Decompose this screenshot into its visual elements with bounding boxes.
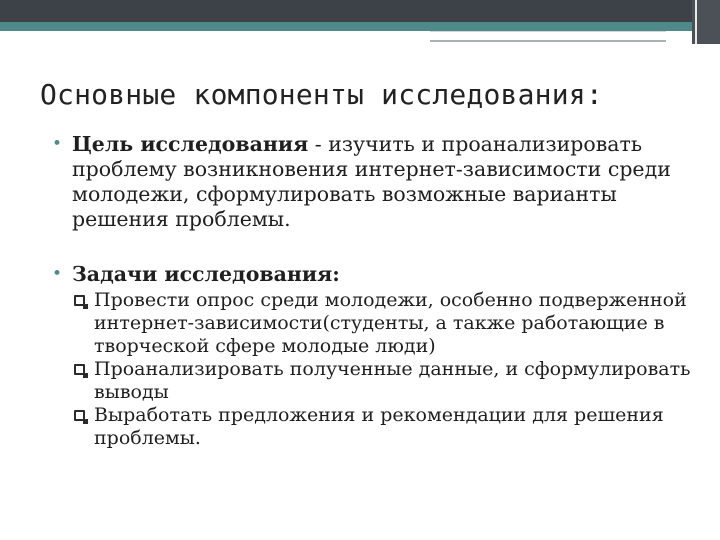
header-thin-line <box>430 40 666 42</box>
checkbox-bullet-icon <box>74 364 85 375</box>
task-item-1 <box>74 289 692 358</box>
task-item-2 <box>74 358 692 404</box>
header-right-line <box>695 0 697 44</box>
slide-content <box>52 132 692 450</box>
task-item-text: Выработать предложения и рекомендации для решения проблемы. <box>94 404 664 449</box>
task-item-text: Провести опрос среди молодежи, особенно подверженной интернет-зависимости(студенты, а также работающие в творческой сфере молодые люди) <box>94 289 687 357</box>
header-dark-band <box>0 0 720 22</box>
bullet-tasks <box>52 262 692 287</box>
round-bullet-icon: • <box>52 134 63 154</box>
header-teal-band <box>0 22 720 31</box>
goal-text: - изучить и проанализировать проблему возникновения интернет-зависимости среди молодежи, сформулировать возможные варианты решения проблемы. <box>72 132 671 231</box>
bullet-goal <box>52 132 692 232</box>
goal-label: Цель исследования <box>72 132 309 156</box>
task-item-text: Проанализировать полученные данные, и сформулировать выводы <box>94 358 691 403</box>
slide-title: Основные компоненты исследования: <box>40 78 603 111</box>
checkbox-bullet-icon <box>74 410 85 421</box>
checkbox-bullet-icon <box>74 295 85 306</box>
round-bullet-icon: • <box>52 264 63 284</box>
tasks-label: Задачи исследования: <box>72 262 340 286</box>
task-item-3 <box>74 404 692 450</box>
tasks-list <box>74 289 692 450</box>
